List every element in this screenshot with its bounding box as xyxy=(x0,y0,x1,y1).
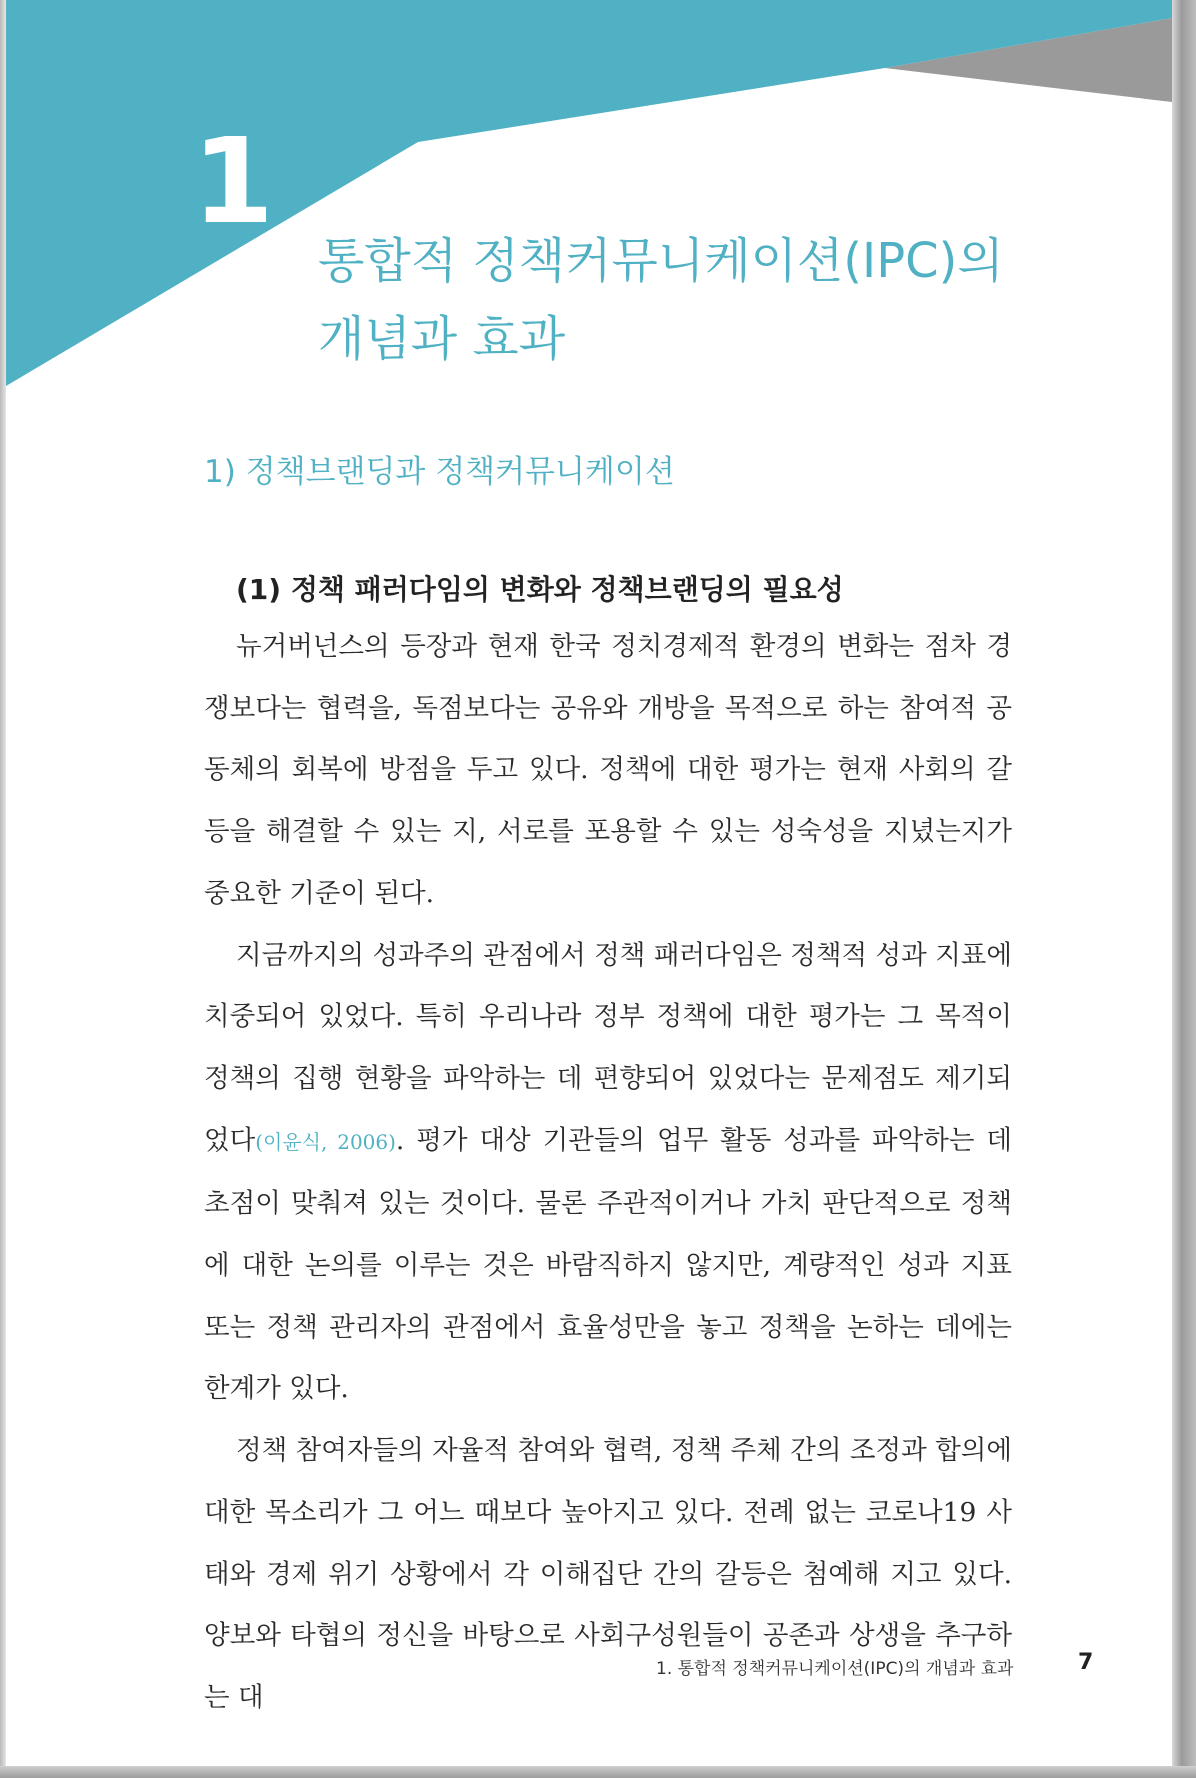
citation: (이윤식, 2006) xyxy=(255,1129,396,1154)
paragraph-3: 정책 참여자들의 자율적 참여와 협력, 정책 주체 간의 조정과 합의에 대한 목소리가 그 어느 때보다 높아지고 있다. 전례 없는 코로나19 사태와 경제 위기 상황에서 각 이해집단 간의 갈등은 첨예해 지고 있다. 양보와 타협의 정신을 바탕으로 사회구성원들이 공존과 상생을 추구하는 대 xyxy=(204,1435,1012,1713)
paragraph-2-text-b: . 평가 대상 기관들의 업무 활동 성과를 파악하는 데 초점이 맞춰져 있는 것이다. 물론 주관적이거나 가치 판단적으로 정책에 대한 논의를 이루는 것은 바람직하지 않지만, 계량적인 성과 지표 또는 정책 관리자의 관점에서 효율성만을 놓고 정책을 논하는 데에는 한계가 있다. xyxy=(204,1124,1012,1405)
section-heading: 1) 정책브랜딩과 정책커뮤니케이션 xyxy=(204,454,675,490)
running-footer-title: 1. 통합적 정책커뮤니케이션(IPC)의 개념과 효과 xyxy=(656,1659,1014,1679)
subsection-heading: (1) 정책 패러다임의 변화와 정책브랜딩의 필요성 xyxy=(236,573,844,606)
chapter-title-line-2: 개념과 효과 xyxy=(318,311,566,367)
paragraph-2 xyxy=(204,925,1012,1421)
paragraph-2-text-a: 지금까지의 성과주의 관점에서 정책 패러다임은 정책적 성과 지표에 치중되어 있었다. 특히 우리나라 정부 정책에 대한 평가는 그 목적이 정책의 집행 현황을 파악하는 데 편향되어 있었다는 문제점도 제기되었다 xyxy=(204,939,1012,1156)
page-edge-right xyxy=(1172,0,1196,1778)
paragraph-1: 뉴거버넌스의 등장과 현재 한국 정치경제적 환경의 변화는 점차 경쟁보다는 협력을, 독점보다는 공유와 개방을 목적으로 하는 참여적 공동체의 회복에 방점을 두고 있다. 정책에 대한 평가는 현재 사회의 갈등을 해결할 수 있는 지, 서로를 포용할 수 있는 성숙성을 지녔는지가 중요한 기준이 된다. xyxy=(204,631,1012,909)
chapter-title-line-1: 통합적 정책커뮤니케이션(IPC)의 xyxy=(318,233,1004,289)
chapter-title xyxy=(318,222,1098,378)
page-edge-bottom xyxy=(0,1766,1196,1778)
page-edge-left xyxy=(0,0,6,1778)
body-text xyxy=(204,616,1012,1729)
page-number: 7 xyxy=(1078,1650,1094,1675)
chapter-number: 1 xyxy=(192,112,275,250)
